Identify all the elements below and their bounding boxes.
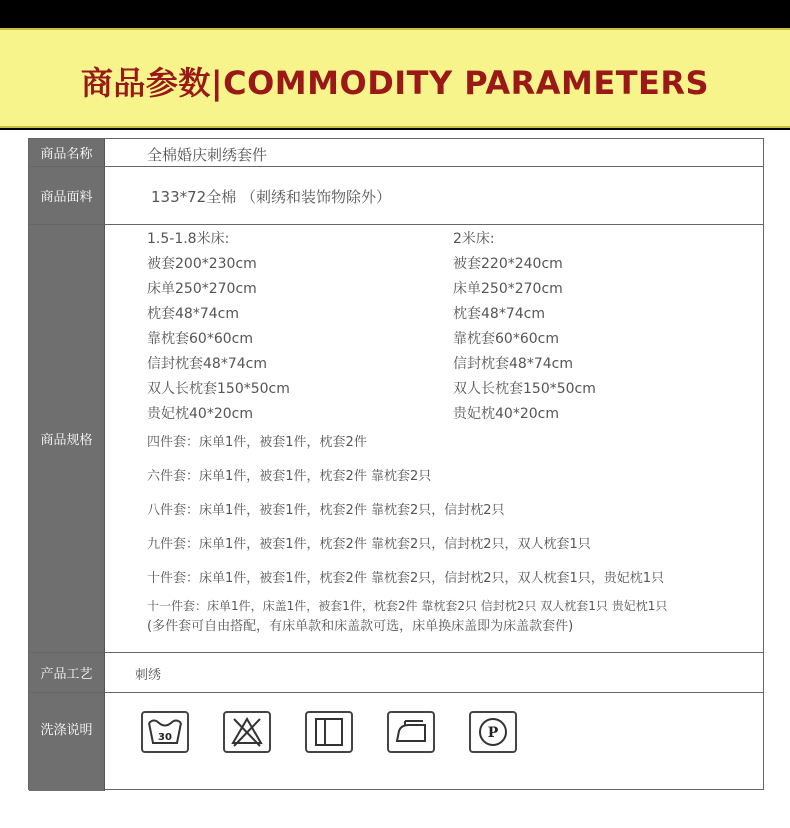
banner-title: 商品参数|COMMODITY PARAMETERS xyxy=(80,64,710,102)
set-nine: 九件套：床单1件，被套1件，枕套2件 靠枕套2只，信封枕2只，双人枕套1只 xyxy=(147,537,591,552)
product-name-value: 全棉婚庆刺绣套件 xyxy=(147,146,268,164)
row-label: 商品面料 xyxy=(29,167,105,224)
fabric-value: 133*72全棉 （刺绣和装饰物除外） xyxy=(151,188,391,206)
set-note: (多件套可自由搭配，有床单款和床盖款可选，床单换床盖即为床盖款套件) xyxy=(147,619,574,634)
no-bleach-icon xyxy=(223,711,271,753)
spec-left-5: 信封枕套48*74cm xyxy=(147,356,267,372)
row-product-name xyxy=(29,139,763,167)
spec-right-7: 贵妃枕40*20cm xyxy=(453,406,559,422)
spec-right-5: 信封枕套48*74cm xyxy=(453,356,573,372)
set-eight: 八件套：床单1件，被套1件，枕套2件 靠枕套2只，信封枕2只 xyxy=(147,503,505,518)
spec-right-3: 枕套48*74cm xyxy=(453,306,545,322)
tumble-dry-icon xyxy=(305,711,353,753)
parameters-table xyxy=(28,138,764,790)
spec-right-4: 靠枕套60*60cm xyxy=(453,331,559,347)
title-banner xyxy=(0,28,790,128)
spec-right-2: 床单250*270cm xyxy=(453,281,563,297)
wash-30-icon xyxy=(141,711,189,753)
set-ten: 十件套：床单1件，被套1件，枕套2件 靠枕套2只，信封枕2只，双人枕套1只，贵妃枕1只 xyxy=(147,571,665,586)
dry-clean-p-icon xyxy=(469,711,517,753)
spec-right-1: 被套220*240cm xyxy=(453,256,563,272)
spec-left-3: 枕套48*74cm xyxy=(147,306,239,322)
row-fabric xyxy=(29,167,763,225)
iron-icon xyxy=(387,711,435,753)
row-label: 商品名称 xyxy=(29,139,105,166)
parameters-panel xyxy=(0,130,790,828)
spec-right-6: 双人长枕套150*50cm xyxy=(453,381,596,397)
craft-value: 刺绣 xyxy=(135,668,162,683)
spec-right-0: 2米床: xyxy=(453,231,495,247)
row-washing xyxy=(29,693,763,791)
wash-temp-text: 30 xyxy=(158,732,172,743)
row-specification xyxy=(29,225,763,653)
set-four: 四件套：床单1件，被套1件，枕套2件 xyxy=(147,435,367,450)
spec-left-6: 双人长枕套150*50cm xyxy=(147,381,290,397)
care-icons xyxy=(141,711,517,753)
row-label: 洗涤说明 xyxy=(29,693,105,791)
row-label: 产品工艺 xyxy=(29,653,105,692)
spec-left-7: 贵妃枕40*20cm xyxy=(147,406,253,422)
spec-left-4: 靠枕套60*60cm xyxy=(147,331,253,347)
row-craft xyxy=(29,653,763,693)
set-eleven: 十一件套：床单1件，床盖1件，被套1件，枕套2件 靠枕套2只 信封枕2只 双人枕套1只 贵妃枕1只 xyxy=(147,599,668,613)
spec-left-0: 1.5-1.8米床: xyxy=(147,231,230,247)
spec-left-2: 床单250*270cm xyxy=(147,281,257,297)
dry-clean-letter: P xyxy=(487,725,499,741)
spec-left-1: 被套200*230cm xyxy=(147,256,257,272)
row-label: 商品规格 xyxy=(29,225,105,652)
set-six: 六件套：床单1件，被套1件，枕套2件 靠枕套2只 xyxy=(147,469,432,484)
